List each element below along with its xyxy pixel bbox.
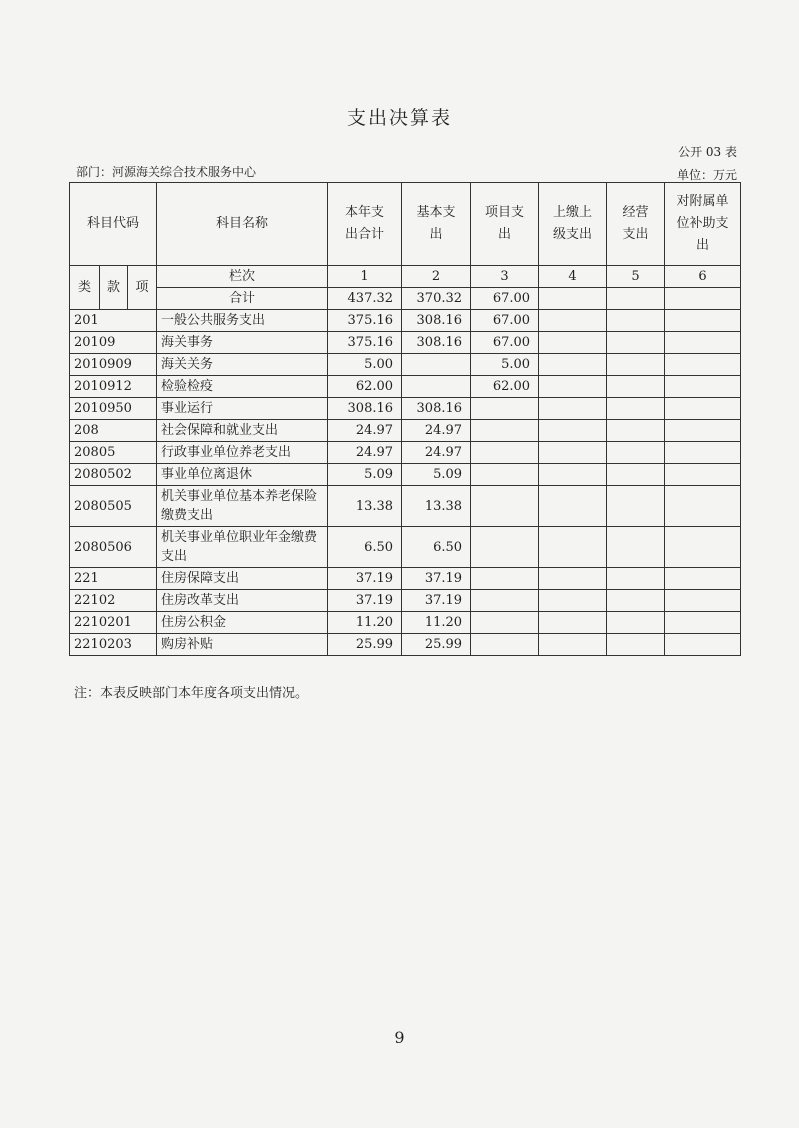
col-index-2: 2	[402, 266, 471, 288]
row-name: 事业单位离退休	[157, 464, 328, 486]
row-name: 购房补贴	[157, 634, 328, 656]
col-index-4: 4	[539, 266, 607, 288]
total-total: 437.32	[328, 288, 402, 310]
row-basic: 24.97	[402, 442, 471, 464]
header-lei: 类	[70, 266, 100, 310]
table-row	[70, 398, 741, 420]
row-upper	[539, 568, 607, 590]
table-row	[70, 612, 741, 634]
row-total: 308.16	[328, 398, 402, 420]
table-row	[70, 486, 741, 527]
table-row	[70, 634, 741, 656]
header-name: 科目名称	[157, 183, 328, 266]
row-name: 住房公积金	[157, 612, 328, 634]
row-code: 2210203	[70, 634, 157, 656]
unit-label: 单位：万元	[676, 168, 737, 182]
row-subsidy	[665, 376, 741, 398]
row-subsidy	[665, 354, 741, 376]
row-project	[471, 464, 539, 486]
row-project: 5.00	[471, 354, 539, 376]
row-upper	[539, 590, 607, 612]
row-name: 行政事业单位养老支出	[157, 442, 328, 464]
row-code: 2010912	[70, 376, 157, 398]
department-label: 部门：河源海关综合技术服务中心	[76, 165, 257, 179]
row-code: 2210201	[70, 612, 157, 634]
row-upper	[539, 634, 607, 656]
total-label: 合计	[157, 288, 328, 310]
row-subsidy	[665, 332, 741, 354]
row-name: 海关事务	[157, 332, 328, 354]
column-index-row	[70, 266, 741, 288]
row-name: 检验检疫	[157, 376, 328, 398]
row-project	[471, 420, 539, 442]
row-business	[607, 612, 665, 634]
row-total: 375.16	[328, 310, 402, 332]
row-subsidy	[665, 527, 741, 568]
col-index-6: 6	[665, 266, 741, 288]
row-business	[607, 568, 665, 590]
row-name: 机关事业单位职业年金缴费支出	[157, 527, 328, 568]
table-row	[70, 442, 741, 464]
total-project: 67.00	[471, 288, 539, 310]
row-code: 221	[70, 568, 157, 590]
row-basic: 11.20	[402, 612, 471, 634]
row-subsidy	[665, 612, 741, 634]
header-basic: 基本支出	[402, 183, 471, 266]
row-code: 2080505	[70, 486, 157, 527]
row-name: 一般公共服务支出	[157, 310, 328, 332]
table-row	[70, 527, 741, 568]
row-upper	[539, 486, 607, 527]
row-total: 5.09	[328, 464, 402, 486]
row-name: 住房保障支出	[157, 568, 328, 590]
row-business	[607, 486, 665, 527]
row-project: 67.00	[471, 332, 539, 354]
row-total: 6.50	[328, 527, 402, 568]
form-number: 公开 03 表	[678, 145, 737, 159]
row-code: 20805	[70, 442, 157, 464]
row-upper	[539, 612, 607, 634]
expenditure-table	[69, 182, 741, 656]
table-row	[70, 354, 741, 376]
row-business	[607, 590, 665, 612]
table-note: 注：本表反映部门本年度各项支出情况。	[74, 686, 309, 701]
row-project	[471, 442, 539, 464]
table-row	[70, 590, 741, 612]
row-subsidy	[665, 442, 741, 464]
row-basic: 37.19	[402, 590, 471, 612]
row-subsidy	[665, 590, 741, 612]
row-code: 208	[70, 420, 157, 442]
header-business: 经营支出	[607, 183, 665, 266]
row-project	[471, 612, 539, 634]
row-code: 2010909	[70, 354, 157, 376]
row-subsidy	[665, 464, 741, 486]
row-project	[471, 634, 539, 656]
total-subsidy	[665, 288, 741, 310]
row-business	[607, 310, 665, 332]
page-number: 9	[394, 1028, 405, 1047]
row-total: 24.97	[328, 442, 402, 464]
col-index-5: 5	[607, 266, 665, 288]
row-code: 2010950	[70, 398, 157, 420]
header-upper: 上缴上级支出	[539, 183, 607, 266]
row-basic: 25.99	[402, 634, 471, 656]
row-total: 13.38	[328, 486, 402, 527]
row-upper	[539, 464, 607, 486]
table-row	[70, 420, 741, 442]
row-subsidy	[665, 486, 741, 527]
row-upper	[539, 398, 607, 420]
row-business	[607, 527, 665, 568]
row-project	[471, 398, 539, 420]
table-row	[70, 568, 741, 590]
header-project: 项目支出	[471, 183, 539, 266]
row-name: 事业运行	[157, 398, 328, 420]
col-index-1: 1	[328, 266, 402, 288]
row-project: 67.00	[471, 310, 539, 332]
row-basic: 6.50	[402, 527, 471, 568]
row-business	[607, 376, 665, 398]
row-business	[607, 464, 665, 486]
row-total: 37.19	[328, 590, 402, 612]
row-subsidy	[665, 398, 741, 420]
header-total: 本年支出合计	[328, 183, 402, 266]
total-basic: 370.32	[402, 288, 471, 310]
row-upper	[539, 442, 607, 464]
table-row	[70, 376, 741, 398]
row-business	[607, 634, 665, 656]
row-project	[471, 486, 539, 527]
row-code: 22102	[70, 590, 157, 612]
col-index-3: 3	[471, 266, 539, 288]
header-code: 科目代码	[70, 183, 157, 266]
row-basic: 37.19	[402, 568, 471, 590]
row-basic: 5.09	[402, 464, 471, 486]
row-name: 社会保障和就业支出	[157, 420, 328, 442]
row-upper	[539, 332, 607, 354]
row-code: 20109	[70, 332, 157, 354]
row-upper	[539, 354, 607, 376]
row-total: 25.99	[328, 634, 402, 656]
row-total: 5.00	[328, 354, 402, 376]
row-total: 37.19	[328, 568, 402, 590]
row-basic: 24.97	[402, 420, 471, 442]
row-basic: 308.16	[402, 398, 471, 420]
row-name: 机关事业单位基本养老保险缴费支出	[157, 486, 328, 527]
row-business	[607, 398, 665, 420]
row-total: 62.00	[328, 376, 402, 398]
header-subsidy: 对附属单位补助支出	[665, 183, 741, 266]
row-total: 24.97	[328, 420, 402, 442]
row-subsidy	[665, 634, 741, 656]
row-basic: 308.16	[402, 332, 471, 354]
row-upper	[539, 420, 607, 442]
table-row	[70, 332, 741, 354]
total-business	[607, 288, 665, 310]
row-basic	[402, 376, 471, 398]
row-subsidy	[665, 310, 741, 332]
row-upper	[539, 310, 607, 332]
table-row	[70, 310, 741, 332]
row-total: 11.20	[328, 612, 402, 634]
row-subsidy	[665, 568, 741, 590]
row-upper	[539, 376, 607, 398]
row-total: 375.16	[328, 332, 402, 354]
row-upper	[539, 527, 607, 568]
page-title: 支出决算表	[346, 107, 452, 129]
row-project: 62.00	[471, 376, 539, 398]
row-subsidy	[665, 420, 741, 442]
header-kuan: 款	[100, 266, 128, 310]
row-basic: 13.38	[402, 486, 471, 527]
row-code: 2080502	[70, 464, 157, 486]
row-code: 201	[70, 310, 157, 332]
row-basic	[402, 354, 471, 376]
row-code: 2080506	[70, 527, 157, 568]
row-project	[471, 568, 539, 590]
total-row	[70, 288, 741, 310]
header-lanci: 栏次	[157, 266, 328, 288]
row-basic: 308.16	[402, 310, 471, 332]
row-business	[607, 332, 665, 354]
row-business	[607, 354, 665, 376]
row-project	[471, 527, 539, 568]
row-business	[607, 442, 665, 464]
row-business	[607, 420, 665, 442]
total-upper	[539, 288, 607, 310]
header-row	[70, 183, 741, 266]
header-xiang: 项	[128, 266, 157, 310]
row-name: 住房改革支出	[157, 590, 328, 612]
table-row	[70, 464, 741, 486]
row-name: 海关关务	[157, 354, 328, 376]
row-project	[471, 590, 539, 612]
